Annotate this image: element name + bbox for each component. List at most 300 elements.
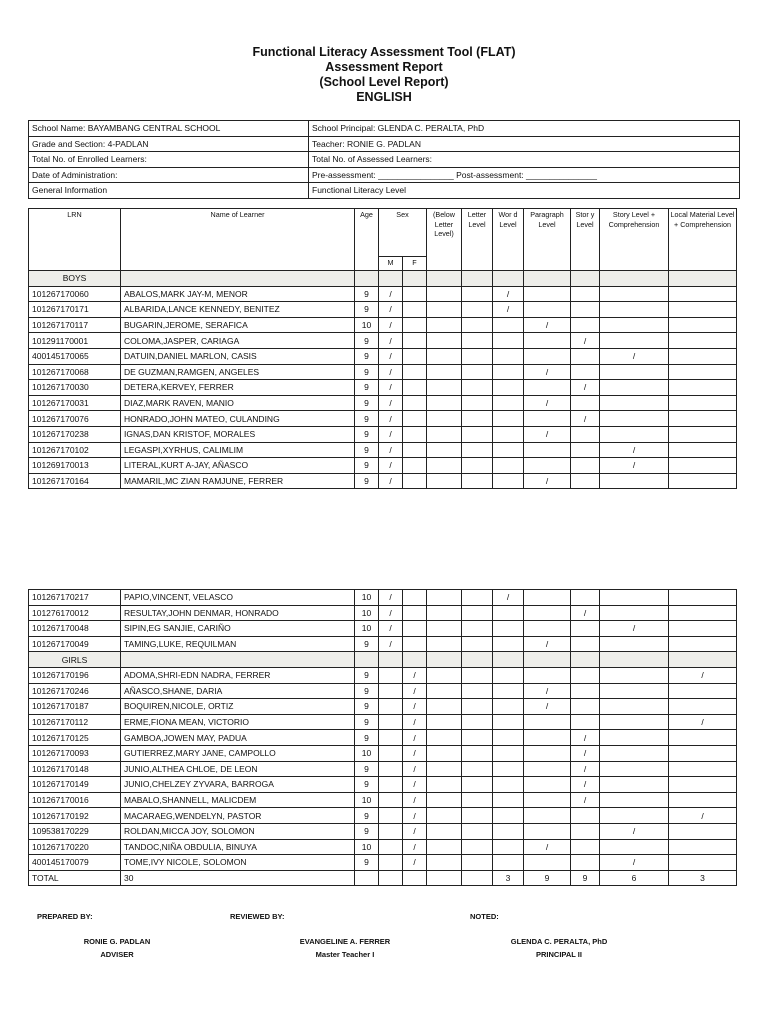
level-local-mark: /	[669, 714, 737, 730]
table-row	[29, 348, 737, 364]
level-below-mark	[427, 699, 462, 715]
sex-f-mark: /	[403, 730, 427, 746]
level-word-mark	[493, 458, 524, 474]
learner-lrn: 101267170093	[29, 745, 121, 761]
level-local-mark	[669, 823, 737, 839]
functional-literacy-level: Functional Literacy Level	[309, 183, 740, 199]
reviewed-title: Master Teacher I	[315, 949, 375, 959]
level-paragraph-mark	[524, 442, 571, 458]
level-word-mark	[493, 745, 524, 761]
level-letter-mark	[462, 761, 493, 777]
learner-name: ALBARIDA,LANCE KENNEDY, BENITEZ	[121, 302, 355, 318]
level-story-comp-mark: /	[600, 621, 669, 637]
table-row	[29, 302, 737, 318]
empty-cell	[379, 271, 403, 287]
level-paragraph-mark	[524, 458, 571, 474]
school-principal: School Principal: GLENDA C. PERALTA, PhD	[309, 121, 740, 137]
level-below-mark	[427, 302, 462, 318]
level-below-mark	[427, 714, 462, 730]
sex-f-mark: /	[403, 808, 427, 824]
level-word-mark	[493, 426, 524, 442]
learner-age: 10	[355, 317, 379, 333]
learner-lrn: 101291170001	[29, 333, 121, 349]
level-story-mark: /	[571, 777, 600, 793]
level-word-mark	[493, 380, 524, 396]
learner-name: LITERAL,KURT A-JAY, AÑASCO	[121, 458, 355, 474]
level-story-comp-mark	[600, 761, 669, 777]
table-row	[29, 745, 737, 761]
level-paragraph-mark: /	[524, 364, 571, 380]
level-story-mark	[571, 621, 600, 637]
noted-label: NOTED:	[470, 912, 499, 921]
level-story-mark	[571, 442, 600, 458]
level-paragraph-mark: /	[524, 636, 571, 652]
level-story-mark: /	[571, 605, 600, 621]
level-letter-mark	[462, 590, 493, 606]
col-letter: Letter Level	[462, 209, 493, 271]
level-letter-mark	[462, 286, 493, 302]
level-below-mark	[427, 667, 462, 683]
level-letter-mark	[462, 380, 493, 396]
table-row	[29, 395, 737, 411]
learner-name: DE GUZMAN,RAMGEN, ANGELES	[121, 364, 355, 380]
enrolled-learners: Total No. of Enrolled Learners:	[29, 152, 309, 168]
reviewed-name: EVANGELINE A. FERRER	[299, 937, 391, 946]
learner-lrn: 101267170049	[29, 636, 121, 652]
learner-age: 10	[355, 621, 379, 637]
level-letter-mark	[462, 411, 493, 427]
table-row	[29, 458, 737, 474]
level-story-mark	[571, 458, 600, 474]
learner-name: DIAZ,MARK RAVEN, MANIO	[121, 395, 355, 411]
level-below-mark	[427, 792, 462, 808]
learner-name: ABALOS,MARK JAY-M, MENOR	[121, 286, 355, 302]
level-word-mark	[493, 761, 524, 777]
sex-m-mark: /	[379, 395, 403, 411]
level-below-mark	[427, 605, 462, 621]
learner-age: 9	[355, 364, 379, 380]
total-row	[29, 870, 737, 886]
level-story-mark	[571, 667, 600, 683]
learner-lrn: 101267170238	[29, 426, 121, 442]
sex-m-mark: /	[379, 302, 403, 318]
sex-m-mark	[379, 699, 403, 715]
level-story-mark	[571, 839, 600, 855]
sex-f-mark: /	[403, 761, 427, 777]
sex-m-mark: /	[379, 473, 403, 489]
school-info-table	[28, 120, 740, 199]
learner-age: 9	[355, 714, 379, 730]
sex-f-mark	[403, 411, 427, 427]
learner-lrn: 400145170079	[29, 855, 121, 871]
level-local-mark	[669, 761, 737, 777]
sex-m-mark: /	[379, 605, 403, 621]
learner-lrn: 101267170217	[29, 590, 121, 606]
sex-m-mark	[379, 683, 403, 699]
empty-cell	[462, 271, 493, 287]
level-story-comp-mark	[600, 667, 669, 683]
table-row	[29, 411, 737, 427]
col-local-material: Local Material Level + Comprehension	[669, 209, 737, 271]
sex-f-mark	[403, 426, 427, 442]
level-story-comp-mark	[600, 302, 669, 318]
sex-f-mark: /	[403, 823, 427, 839]
total-count: 30	[121, 870, 355, 886]
level-letter-mark	[462, 317, 493, 333]
learner-name: BUGARIN,JEROME, SERAFICA	[121, 317, 355, 333]
table-row	[29, 621, 737, 637]
table-row	[29, 699, 737, 715]
level-letter-mark	[462, 839, 493, 855]
level-paragraph-mark	[524, 411, 571, 427]
level-story-comp-mark: /	[600, 823, 669, 839]
empty-cell	[462, 652, 493, 668]
level-local-mark	[669, 458, 737, 474]
level-paragraph-mark	[524, 348, 571, 364]
table-row	[29, 636, 737, 652]
pre-post-assessment: Pre-assessment: ________________ Post-assessment: _______________	[309, 167, 740, 183]
learners-table-part-1	[28, 208, 737, 489]
level-story-mark	[571, 426, 600, 442]
learner-lrn: 101267170196	[29, 667, 121, 683]
level-word-mark	[493, 808, 524, 824]
level-local-mark	[669, 605, 737, 621]
level-word-mark	[493, 348, 524, 364]
reviewed-by-label: REVIEWED BY:	[230, 912, 285, 921]
date-of-administration: Date of Administration:	[29, 167, 309, 183]
sex-f-mark	[403, 473, 427, 489]
table-row	[29, 823, 737, 839]
learner-name: MAMARIL,MC ZIAN RAMJUNE, FERRER	[121, 473, 355, 489]
empty-cell	[355, 271, 379, 287]
level-word-mark	[493, 473, 524, 489]
level-local-mark	[669, 348, 737, 364]
level-below-mark	[427, 745, 462, 761]
learner-name: ROLDAN,MICCA JOY, SOLOMON	[121, 823, 355, 839]
level-story-comp-mark	[600, 777, 669, 793]
table-row	[29, 364, 737, 380]
col-sex-m: M	[379, 257, 403, 271]
sex-m-mark: /	[379, 380, 403, 396]
level-story-comp-mark	[600, 792, 669, 808]
level-local-mark	[669, 411, 737, 427]
level-story-comp-mark: /	[600, 348, 669, 364]
level-below-mark	[427, 458, 462, 474]
sex-f-mark	[403, 317, 427, 333]
sex-f-mark	[403, 364, 427, 380]
level-letter-mark	[462, 426, 493, 442]
learner-age: 10	[355, 745, 379, 761]
total-story-comprehension: 6	[600, 870, 669, 886]
learner-name: ADOMA,SHRI-EDN NADRA, FERRER	[121, 667, 355, 683]
sex-m-mark: /	[379, 317, 403, 333]
sex-f-mark: /	[403, 714, 427, 730]
learner-name: AÑASCO,SHANE, DARIA	[121, 683, 355, 699]
level-story-comp-mark	[600, 683, 669, 699]
level-word-mark	[493, 855, 524, 871]
learner-age: 9	[355, 380, 379, 396]
prepared-by-label: PREPARED BY:	[37, 912, 93, 921]
level-below-mark	[427, 348, 462, 364]
level-letter-mark	[462, 667, 493, 683]
level-local-mark	[669, 730, 737, 746]
learner-name: DATUIN,DANIEL MARLON, CASIS	[121, 348, 355, 364]
learner-lrn: 101267170060	[29, 286, 121, 302]
sex-f-mark	[403, 302, 427, 318]
learner-lrn: 101267170102	[29, 442, 121, 458]
learner-lrn: 101267170117	[29, 317, 121, 333]
level-below-mark	[427, 808, 462, 824]
level-below-mark	[427, 333, 462, 349]
level-paragraph-mark	[524, 792, 571, 808]
learner-name: TANDOC,NIÑA OBDULIA, BINUYA	[121, 839, 355, 855]
learner-age: 10	[355, 792, 379, 808]
level-story-mark: /	[571, 333, 600, 349]
level-paragraph-mark	[524, 777, 571, 793]
level-paragraph-mark	[524, 380, 571, 396]
level-below-mark	[427, 839, 462, 855]
sex-f-mark	[403, 458, 427, 474]
learner-lrn: 101267170030	[29, 380, 121, 396]
empty-cell	[427, 271, 462, 287]
empty-cell	[121, 271, 355, 287]
total-paragraph: 9	[524, 870, 571, 886]
level-paragraph-mark: /	[524, 317, 571, 333]
empty-cell	[493, 652, 524, 668]
table-row	[29, 605, 737, 621]
level-story-mark	[571, 395, 600, 411]
sex-f-mark: /	[403, 839, 427, 855]
learner-lrn: 101267170149	[29, 777, 121, 793]
level-story-comp-mark: /	[600, 442, 669, 458]
col-paragraph: Paragraph Level	[524, 209, 571, 271]
level-paragraph-mark	[524, 808, 571, 824]
sex-m-mark	[379, 808, 403, 824]
level-letter-mark	[462, 792, 493, 808]
sex-f-mark: /	[403, 792, 427, 808]
level-story-mark: /	[571, 745, 600, 761]
sex-f-mark: /	[403, 777, 427, 793]
level-letter-mark	[462, 458, 493, 474]
table-row	[29, 730, 737, 746]
sex-m-mark: /	[379, 364, 403, 380]
level-word-mark	[493, 411, 524, 427]
learner-age: 9	[355, 667, 379, 683]
level-local-mark	[669, 317, 737, 333]
empty-cell	[571, 271, 600, 287]
empty-cell	[355, 652, 379, 668]
sex-m-mark: /	[379, 590, 403, 606]
level-story-comp-mark	[600, 730, 669, 746]
level-word-mark	[493, 636, 524, 652]
learner-lrn: 101267170016	[29, 792, 121, 808]
level-local-mark	[669, 286, 737, 302]
learner-age: 9	[355, 426, 379, 442]
learner-lrn: 109538170229	[29, 823, 121, 839]
level-local-mark	[669, 855, 737, 871]
learner-age: 9	[355, 823, 379, 839]
col-name: Name of Learner	[121, 209, 355, 271]
level-letter-mark	[462, 683, 493, 699]
level-word-mark: /	[493, 590, 524, 606]
sex-f-mark: /	[403, 683, 427, 699]
level-below-mark	[427, 621, 462, 637]
level-paragraph-mark	[524, 761, 571, 777]
table-row	[29, 714, 737, 730]
level-letter-mark	[462, 714, 493, 730]
level-story-mark	[571, 714, 600, 730]
learner-age: 9	[355, 808, 379, 824]
level-word-mark: /	[493, 302, 524, 318]
level-story-mark: /	[571, 380, 600, 396]
level-local-mark	[669, 777, 737, 793]
level-letter-mark	[462, 855, 493, 871]
level-word-mark	[493, 621, 524, 637]
level-story-mark	[571, 348, 600, 364]
learner-name: HONRADO,JOHN MATEO, CULANDING	[121, 411, 355, 427]
level-word-mark: /	[493, 286, 524, 302]
sex-m-mark	[379, 745, 403, 761]
col-below-letter: (Below Letter Level)	[427, 209, 462, 271]
level-story-comp-mark	[600, 333, 669, 349]
level-letter-mark	[462, 364, 493, 380]
level-story-comp-mark	[600, 839, 669, 855]
level-story-mark: /	[571, 761, 600, 777]
level-letter-mark	[462, 395, 493, 411]
learners-table-part-2	[28, 589, 737, 886]
level-below-mark	[427, 395, 462, 411]
sex-m-mark: /	[379, 636, 403, 652]
empty-cell	[600, 652, 669, 668]
learner-age: 9	[355, 761, 379, 777]
learner-name: GUTIERREZ,MARY JANE, CAMPOLLO	[121, 745, 355, 761]
table-row	[29, 473, 737, 489]
empty-cell	[524, 271, 571, 287]
level-story-mark	[571, 636, 600, 652]
level-paragraph-mark	[524, 605, 571, 621]
learner-name: TOME,IVY NICOLE, SOLOMON	[121, 855, 355, 871]
learner-name: TAMING,LUKE, REQUILMAN	[121, 636, 355, 652]
learner-lrn: 101267170164	[29, 473, 121, 489]
level-story-comp-mark	[600, 745, 669, 761]
sex-f-mark	[403, 348, 427, 364]
level-paragraph-mark	[524, 286, 571, 302]
sex-m-mark	[379, 855, 403, 871]
level-local-mark	[669, 302, 737, 318]
level-local-mark	[669, 792, 737, 808]
level-story-comp-mark	[600, 808, 669, 824]
learner-age: 9	[355, 636, 379, 652]
level-local-mark	[669, 621, 737, 637]
level-local-mark	[669, 442, 737, 458]
level-letter-mark	[462, 777, 493, 793]
reviewed-signatory	[265, 936, 425, 961]
level-word-mark	[493, 333, 524, 349]
learner-name: RESULTAY,JOHN DENMAR, HONRADO	[121, 605, 355, 621]
learner-age: 9	[355, 302, 379, 318]
sex-m-mark: /	[379, 621, 403, 637]
level-paragraph-mark: /	[524, 473, 571, 489]
level-story-comp-mark	[600, 411, 669, 427]
level-below-mark	[427, 411, 462, 427]
level-story-mark	[571, 855, 600, 871]
empty-cell	[379, 870, 403, 886]
empty-cell	[462, 870, 493, 886]
learner-name: PAPIO,VINCENT, VELASCO	[121, 590, 355, 606]
level-word-mark	[493, 442, 524, 458]
report-title	[0, 45, 768, 105]
learner-lrn: 400145170065	[29, 348, 121, 364]
level-story-comp-mark	[600, 605, 669, 621]
learner-age: 9	[355, 699, 379, 715]
learner-name: COLOMA,JASPER, CARIAGA	[121, 333, 355, 349]
learner-name: LEGASPI,XYRHUS, CALIMLIM	[121, 442, 355, 458]
sex-f-mark	[403, 442, 427, 458]
level-paragraph-mark: /	[524, 683, 571, 699]
sex-m-mark	[379, 839, 403, 855]
level-letter-mark	[462, 442, 493, 458]
level-below-mark	[427, 730, 462, 746]
sex-m-mark: /	[379, 333, 403, 349]
learner-age: 9	[355, 286, 379, 302]
sex-m-mark: /	[379, 411, 403, 427]
empty-cell	[379, 652, 403, 668]
level-below-mark	[427, 442, 462, 458]
grade-section: Grade and Section: 4-PADLAN	[29, 136, 309, 152]
level-story-mark	[571, 808, 600, 824]
level-word-mark	[493, 683, 524, 699]
learner-age: 10	[355, 839, 379, 855]
empty-cell	[571, 652, 600, 668]
sex-m-mark	[379, 714, 403, 730]
learner-lrn: 101267170031	[29, 395, 121, 411]
level-local-mark	[669, 745, 737, 761]
level-letter-mark	[462, 823, 493, 839]
level-below-mark	[427, 777, 462, 793]
level-below-mark	[427, 317, 462, 333]
level-local-mark	[669, 683, 737, 699]
table-row	[29, 590, 737, 606]
sex-m-mark: /	[379, 286, 403, 302]
level-story-mark: /	[571, 411, 600, 427]
learner-age: 9	[355, 458, 379, 474]
level-word-mark	[493, 364, 524, 380]
table-row	[29, 286, 737, 302]
table-row	[29, 777, 737, 793]
empty-cell	[493, 271, 524, 287]
level-word-mark	[493, 823, 524, 839]
sex-f-mark	[403, 333, 427, 349]
level-local-mark	[669, 333, 737, 349]
level-word-mark	[493, 667, 524, 683]
empty-cell	[403, 271, 427, 287]
level-story-comp-mark	[600, 426, 669, 442]
learner-name: JUNIO,ALTHEA CHLOE, DE LEON	[121, 761, 355, 777]
sex-f-mark: /	[403, 699, 427, 715]
title-line-2: Assessment Report	[325, 60, 443, 74]
level-local-mark: /	[669, 808, 737, 824]
level-word-mark	[493, 839, 524, 855]
sex-f-mark	[403, 286, 427, 302]
level-letter-mark	[462, 473, 493, 489]
level-paragraph-mark	[524, 730, 571, 746]
level-word-mark	[493, 395, 524, 411]
sex-f-mark: /	[403, 667, 427, 683]
level-story-comp-mark	[600, 699, 669, 715]
level-story-comp-mark	[600, 636, 669, 652]
learner-lrn: 101267170220	[29, 839, 121, 855]
level-below-mark	[427, 823, 462, 839]
